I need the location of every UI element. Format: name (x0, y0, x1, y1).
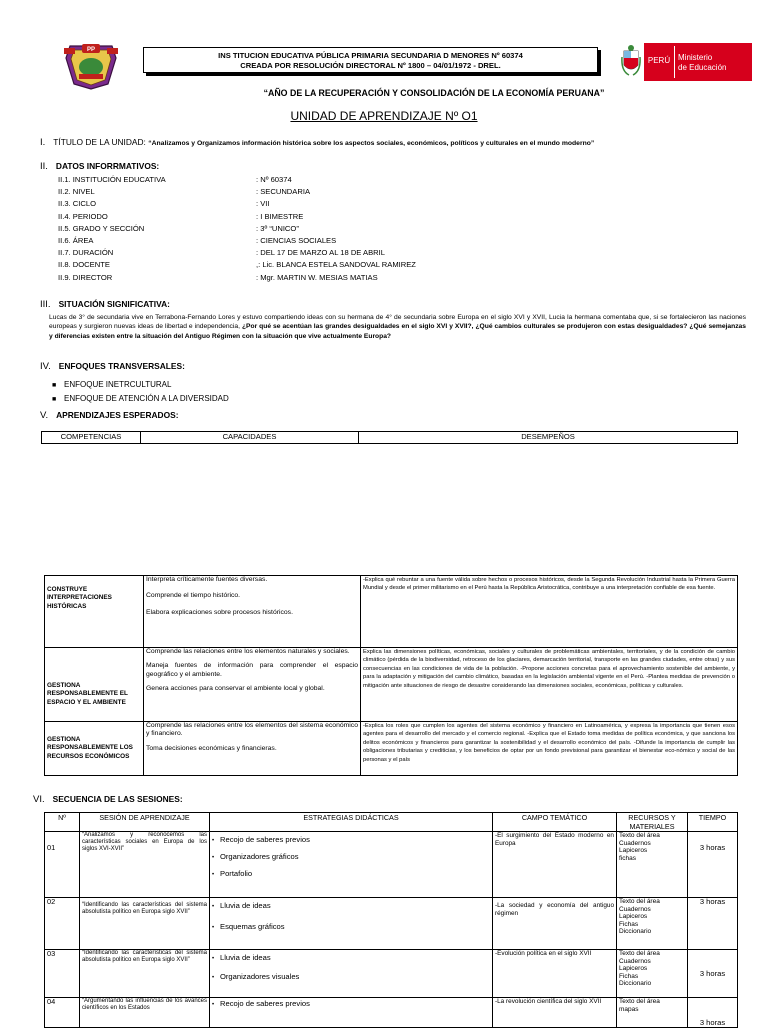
session-time: 3 horas (688, 950, 738, 998)
column-header: CAMPO TEMÁTICO (493, 813, 617, 832)
capacidad-item: Interpreta críticamente fuentes diversas. (146, 576, 268, 583)
datos-value: : DEL 17 DE MARZO AL 18 DE ABRIL (256, 248, 386, 258)
capacidad-item: Maneja fuentes de información para comprender el espacio geográfico y el ambiente. (146, 662, 358, 678)
list-item (212, 969, 490, 986)
unit-name-text: “Analizamos y Organizamos información histórica sobre los aspectos sociales, económicos, políticos y culturales en el mundo moderno” (148, 140, 595, 147)
column-header: TIEMPO (688, 813, 738, 832)
session-time: 3 horas (688, 998, 738, 1028)
table-row (45, 898, 738, 950)
session-time: 3 horas (688, 832, 738, 898)
capacidad-item: Comprende las relaciones entre los elementos del sistema económico y financiero. (146, 722, 358, 738)
table-header-row (45, 813, 738, 832)
strategy-label: Organizadores visuales (220, 972, 300, 981)
recurso-item: Fichas (619, 972, 639, 980)
recurso-item: Fichas (619, 920, 639, 928)
desempenos-cell: -Explica qué rebuntar a una fuente válida sobre hechos o procesos históricos, desde la Segunda Revolución Industrial hasta la Primera Guerra Mundial y desde el primer militarismo en el Perú hasta la República Aristocrática, contribuye a una interpretación confiable de esa fuente. (361, 576, 738, 648)
section-number: II. (40, 161, 48, 172)
datos-list (58, 174, 556, 284)
strategy-label: Esquemas gráficos (220, 922, 285, 931)
list-item (212, 832, 490, 849)
section-aprendizajes (40, 410, 179, 421)
session-number: 04 (45, 998, 80, 1028)
bullet-icon: • (212, 1002, 215, 1008)
recurso-item: Lapiceros (619, 847, 648, 854)
list-item (212, 950, 490, 967)
recurso-item: Cuadernos (619, 839, 651, 847)
strategy-label: Recojo de saberes previos (220, 835, 310, 844)
datos-row (58, 235, 556, 247)
datos-value: : VII (256, 199, 270, 209)
datos-row (58, 186, 556, 198)
bullet-icon: ■ (52, 382, 57, 389)
strategy-label: Lluvia de ideas (220, 953, 271, 962)
section-number: III. (40, 299, 51, 310)
datos-value: : Mgr. MARTIN W. MESIAS MATIAS (256, 272, 378, 282)
section-title-unidad (40, 137, 594, 148)
section-datos-informativos (40, 161, 159, 172)
aprendizajes-header-table (41, 431, 738, 444)
datos-row (58, 223, 556, 235)
column-header: ESTRATEGIAS DIDÁCTICAS (210, 813, 493, 832)
datos-value: ,: Lic. BLANCA ESTELA SANDOVAL RAMIREZ (256, 260, 416, 270)
campo-tematico: -El surgimiento del Estado moderno en Europa (493, 832, 617, 898)
campo-tematico: -Evolución política en el siglo XVII (493, 950, 617, 998)
recursos-cell (617, 832, 688, 898)
section-label: SECUENCIA DE LAS SESIONES: (52, 794, 183, 804)
strategy-label: Recojo de saberes previos (220, 999, 310, 1008)
recurso-item: Lapiceros (619, 965, 648, 972)
campo-tematico: -La revolución científica del siglo XVII (493, 998, 617, 1028)
strategy-label: Lluvia de ideas (220, 901, 271, 910)
strategies-cell (210, 898, 493, 950)
datos-label: II.2. NIVEL (58, 187, 95, 197)
bullet-icon: • (212, 925, 215, 931)
strategies-cell (210, 998, 493, 1028)
table-row (45, 648, 738, 722)
table-row (45, 998, 738, 1028)
datos-label: II.6. ÁREA (58, 236, 94, 246)
section-label: DATOS INFORRMATIVOS: (55, 161, 160, 171)
datos-label: II.5. GRADO Y SECCIÓN (58, 223, 145, 233)
section-label: SITUACIÓN SIGNIFICATIVA: (58, 299, 170, 309)
recurso-item: mapas (619, 1005, 639, 1013)
datos-label: II.9. DIRECTOR (58, 272, 113, 282)
bullet-icon: • (212, 904, 215, 910)
list-item (212, 919, 490, 936)
bullet-icon: • (212, 872, 215, 878)
section-number: I. (40, 137, 46, 148)
datos-label: II.7. DURACIÓN (58, 248, 114, 258)
session-time: 3 horas (688, 898, 738, 950)
ministry-name-line1: Ministerio (678, 53, 713, 62)
institution-header-box (143, 47, 598, 73)
recursos-cell (617, 898, 688, 950)
recurso-item: Texto del área (619, 950, 660, 957)
competencia-name: GESTIONA RESPONSABLEMENTE EL ESPACIO Y EL AMBIENTE (45, 648, 144, 722)
list-item (52, 393, 229, 407)
campo-tematico: -La sociedad y economía del antiguo régimen (493, 898, 617, 950)
session-name: “Analizamos y reconocemos las características sociales en Europa de los siglos XVI-XVII” (80, 832, 210, 898)
capacidad-item: Elabora explicaciones sobre procesos históricos. (146, 608, 293, 616)
institution-name: INS TITUCION EDUCATIVA PÚBLICA PRIMARIA SECUNDARIA D MENORES Nº 60374 (218, 51, 523, 60)
section-enfoques (40, 361, 185, 372)
section-situacion-significativa (40, 299, 170, 310)
strategies-cell (210, 832, 493, 898)
list-item (212, 998, 490, 1011)
column-header: Nº (45, 813, 80, 832)
section-secuencia-sesiones (33, 794, 183, 805)
list-item (212, 898, 490, 915)
list-item (52, 379, 229, 393)
situacion-questions: ¿Por qué se acentúan las grandes desigualdades en el siglo XVI y XVII?, ¿Qué cambios culturales se produjeron con estas desigualdades? ¿Qué semejanzas y diferencias existen entre la situación del Antiguo Régimen con la situación que vive actualmente Europa? (49, 323, 746, 340)
section-label: TÍTULO DE LA UNIDAD: (53, 137, 146, 147)
session-number: 01 (45, 832, 80, 898)
datos-label: II.4. PERIODO (58, 211, 108, 221)
recurso-item: Cuadernos (619, 905, 651, 913)
table-header-row (42, 432, 738, 444)
session-number: 02 (45, 898, 80, 950)
column-header: SESIÓN DE APRENDIZAJE (80, 813, 210, 832)
section-number: IV. (40, 361, 51, 372)
recurso-item: fichas (619, 854, 636, 862)
enfoque-label: ENFOQUE INETRCULTURAL (64, 380, 172, 389)
section-number: VI. (33, 794, 45, 805)
list-item (212, 866, 490, 883)
table-row (45, 832, 738, 898)
column-header: COMPETENCIAS (42, 432, 141, 444)
year-title: “AÑO DE LA RECUPERACIÓN Y CONSOLIDACIÓN DE LA ECONOMÍA PERUANA” (263, 88, 605, 98)
competencia-name: CONSTRUYE INTERPRETACIONES HISTÓRICAS (45, 576, 144, 648)
ministry-country: PERÚ (647, 56, 671, 65)
bullet-icon: • (212, 855, 215, 861)
bullet-icon: • (212, 838, 215, 844)
capacidad-item: Comprende las relaciones entre los elementos naturales y sociales. (146, 648, 350, 655)
session-name: “Identificando las características del sistema absolutista político en Europa siglo XVII” (80, 898, 210, 950)
datos-row (58, 247, 556, 259)
recurso-item: Texto del área (619, 898, 660, 905)
datos-value: : SECUNDARIA (256, 187, 311, 197)
situacion-text (49, 313, 746, 341)
sesiones-table (44, 812, 738, 1028)
table-row (45, 722, 738, 776)
ministry-divider (674, 46, 675, 78)
situacion-plain: Lucas de 3° de secundaria vive en Terrabona-Fernando Lores y estuvo compartiendo ideas con su hermana de 4° de secundaria sobre Europa en el siglo XVI y XVII, Lucia la hermana comentaba que, si se fortalecieron las naciones europeas y surgieron nuevas ideas de libertad e independencia, (49, 314, 746, 331)
datos-row (58, 174, 556, 186)
recurso-item: Texto del área (619, 998, 660, 1005)
desempenos-cell: Explica las dimensiones políticas, económicas, sociales y culturales de problemáticas ambientales, territoriales, y de la condición de cambio climático (pérdida de la biodiversidad, retroceso de los glaciares, demarcación territorial, transporte en las grandes ciudades, entre otras) y sus consecuencias en las condiciones de vida de la población. -Propone acciones concretas para el aprovechamiento sostenible del ambiente, y para la adaptación y mitigación del cambio climático, basadas en la legislación ambiental vigente en el Perú. -Plantea medidas de prevención o mitigación ante situaciones de riesgo de desastre considerando las dimensiones sociales, económicas, políticas y culturales. (361, 648, 738, 722)
session-number: 03 (45, 950, 80, 998)
competencias-table (44, 575, 738, 776)
recursos-cell (617, 950, 688, 998)
datos-row (58, 259, 556, 271)
section-number: V. (40, 410, 49, 421)
competencia-name: GESTIONA RESPONSABLEMENTE LOS RECURSOS ECONÓMICOS (45, 722, 144, 776)
recurso-item: Texto del área (619, 832, 660, 839)
institution-resolution: CREADA POR RESOLUCIÓN DIRECTORAL Nº 1800 – 04/01/1972 - DREL. (240, 61, 501, 70)
datos-row (58, 211, 556, 223)
datos-row (58, 272, 556, 284)
strategy-label: Organizadores gráficos (220, 852, 299, 861)
capacidad-item: Toma decisiones económicas y financieras. (146, 744, 277, 752)
ministry-name (678, 53, 726, 73)
enfoque-label: ENFOQUE DE ATENCIÓN A LA DIVERSIDAD (64, 393, 229, 403)
section-label: ENFOQUES TRANSVERSALES: (58, 361, 185, 371)
session-name: “Identificando las características del sistema absolutista político en Europa siglo XVII” (80, 950, 210, 998)
datos-value: : I BIMESTRE (256, 211, 304, 221)
column-header: DESEMPEÑOS (359, 432, 738, 444)
capacidades-cell (144, 722, 361, 776)
bullet-icon: • (212, 956, 215, 962)
ministry-name-line2: de Educación (678, 63, 727, 72)
list-item (212, 849, 490, 866)
recurso-item: Cuadernos (619, 957, 651, 965)
table-row (45, 950, 738, 998)
capacidades-cell (144, 648, 361, 722)
column-header: CAPACIDADES (141, 432, 359, 444)
peru-coat-of-arms-icon (621, 43, 641, 81)
capacidad-item: Genera acciones para conservar el ambiente local y global. (146, 685, 325, 693)
bullet-icon: ■ (52, 395, 57, 403)
recursos-cell (617, 998, 688, 1028)
datos-label: II.1. INSTITUCIÓN EDUCATIVA (58, 175, 166, 184)
table-row (45, 576, 738, 648)
desempenos-cell: -Explica los roles que cumplen los agentes del sistema económico y financiero en Latinoamérica, y expresa la importancia que tienen esos agentes para el desarrollo del mercado y el comercio regional. -Explica que el Estado toma medidas de política económica, y que sanciona los delitos económicos y financieros para garantizar la sostenibilidad y el desarrollo económico del país. -Difunde la importancia de cumplir las obligaciones tributarias y crediticias, y los beneficios de optar por un fondo previsional para garantizar el bienestar eco-nómico y social de las personas y el país (361, 722, 738, 776)
strategies-cell (210, 950, 493, 998)
datos-label: II.8. DOCENTE (58, 260, 110, 270)
datos-value: : CIENCIAS SOCIALES (256, 236, 337, 246)
school-emblem-logo (62, 40, 120, 90)
recurso-item: Lapiceros (619, 913, 648, 920)
strategy-label: Portafolio (220, 869, 253, 878)
datos-value: : Nº 60374 (256, 175, 292, 184)
datos-value: : 3º “UNICO” (256, 223, 299, 233)
session-name: “Argumentando las influencias de los avances científicos en los Estados (80, 998, 210, 1028)
capacidad-item: Comprende el tiempo histórico. (146, 592, 241, 600)
enfoques-list (52, 379, 229, 406)
datos-label: II.3. CICLO (58, 199, 96, 209)
bullet-icon: • (212, 975, 215, 981)
column-header: RECURSOS Y MATERIALES (617, 813, 688, 832)
section-label: APRENDIZAJES ESPERADOS: (56, 410, 179, 420)
datos-row (58, 198, 556, 210)
school-emblem-text: PP (86, 47, 96, 53)
recurso-item: Diccionario (619, 980, 652, 987)
unit-title: UNIDAD DE APRENDIZAJE Nº O1 (290, 109, 478, 123)
recurso-item: Diccionario (619, 928, 652, 935)
capacidades-cell (144, 576, 361, 648)
